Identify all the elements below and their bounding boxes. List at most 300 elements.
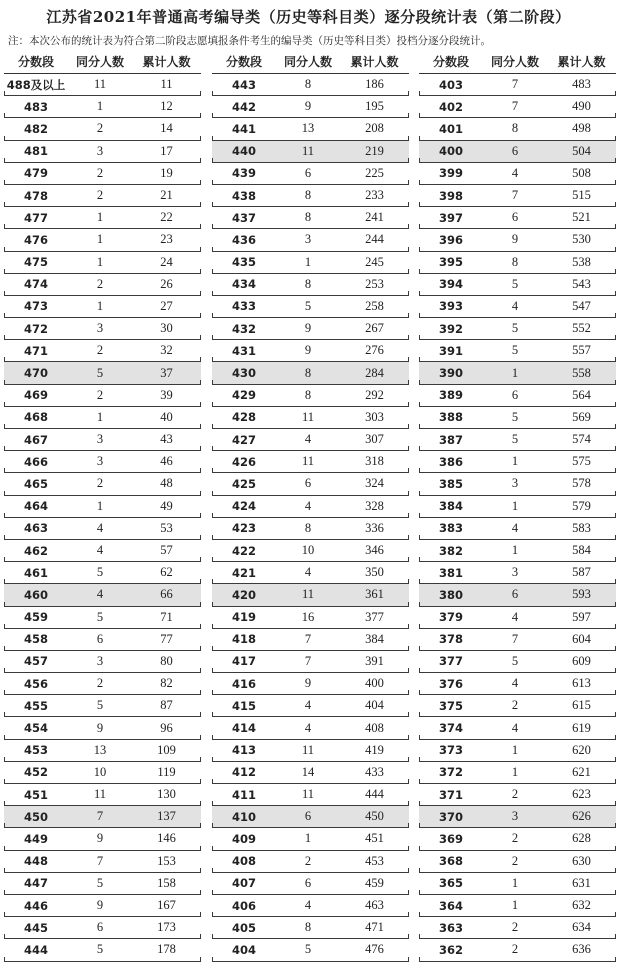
table-row bbox=[212, 562, 409, 584]
score-cell: 465 bbox=[23, 476, 48, 491]
cumulative-cell: 303 bbox=[365, 409, 384, 424]
table-row bbox=[212, 451, 409, 473]
table-row bbox=[212, 917, 409, 939]
count-cell: 4 bbox=[304, 432, 312, 447]
table-row bbox=[419, 185, 616, 207]
count-cell: 11 bbox=[301, 742, 315, 757]
table-header bbox=[4, 50, 201, 74]
count-cell: 7 bbox=[511, 631, 519, 646]
score-cell: 429 bbox=[231, 388, 256, 403]
count-cell: 3 bbox=[511, 809, 519, 824]
score-cell: 455 bbox=[23, 698, 48, 713]
cumulative-cell: 27 bbox=[160, 298, 173, 313]
table-row bbox=[212, 873, 409, 895]
count-cell: 2 bbox=[511, 942, 519, 957]
count-cell: 4 bbox=[304, 565, 312, 580]
cumulative-cell: 21 bbox=[160, 188, 173, 203]
score-cell: 374 bbox=[438, 721, 463, 736]
score-table bbox=[0, 50, 617, 957]
cumulative-cell: 419 bbox=[365, 742, 384, 757]
score-cell: 472 bbox=[23, 321, 48, 336]
cumulative-cell: 578 bbox=[572, 476, 591, 491]
cumulative-cell: 346 bbox=[365, 543, 384, 558]
table-row bbox=[212, 784, 409, 806]
count-cell: 2 bbox=[96, 276, 104, 291]
count-cell: 1 bbox=[511, 454, 519, 469]
cumulative-cell: 463 bbox=[365, 898, 384, 913]
score-cell: 404 bbox=[231, 942, 256, 957]
count-cell: 5 bbox=[96, 942, 104, 957]
count-cell: 1 bbox=[511, 365, 519, 380]
table-row bbox=[4, 318, 201, 340]
score-cell: 456 bbox=[23, 676, 48, 691]
table-row bbox=[419, 540, 616, 562]
cumulative-cell: 39 bbox=[160, 387, 173, 402]
table-row bbox=[212, 828, 409, 850]
table-row bbox=[212, 185, 409, 207]
cumulative-cell: 587 bbox=[572, 565, 591, 580]
score-cell: 413 bbox=[231, 743, 256, 758]
table-row bbox=[212, 740, 409, 762]
cumulative-cell: 109 bbox=[157, 742, 176, 757]
score-cell: 416 bbox=[231, 676, 256, 691]
table-row bbox=[212, 229, 409, 251]
count-cell: 11 bbox=[301, 454, 315, 469]
table-row bbox=[4, 74, 201, 96]
cumulative-cell: 476 bbox=[365, 942, 384, 957]
table-row bbox=[212, 540, 409, 562]
table-row bbox=[212, 673, 409, 695]
cumulative-cell: 569 bbox=[572, 409, 591, 424]
table-row bbox=[419, 695, 616, 717]
score-cell: 391 bbox=[438, 343, 463, 358]
cumulative-cell: 433 bbox=[365, 764, 384, 779]
table-row bbox=[419, 207, 616, 229]
table-row bbox=[419, 584, 616, 606]
score-cell: 384 bbox=[438, 499, 463, 514]
count-cell: 16 bbox=[301, 609, 315, 624]
cumulative-cell: 167 bbox=[157, 898, 176, 913]
score-cell: 415 bbox=[231, 698, 256, 713]
header-count: 同分人数 bbox=[283, 55, 332, 69]
score-cell: 419 bbox=[231, 610, 256, 625]
score-cell: 380 bbox=[438, 587, 463, 602]
score-cell: 464 bbox=[23, 499, 48, 514]
score-cell: 459 bbox=[23, 610, 48, 625]
table-row bbox=[419, 784, 616, 806]
count-cell: 4 bbox=[511, 720, 519, 735]
table-row bbox=[212, 806, 409, 828]
cumulative-cell: 37 bbox=[160, 365, 173, 380]
cumulative-cell: 46 bbox=[160, 454, 173, 469]
score-cell: 428 bbox=[231, 410, 256, 425]
score-cell: 454 bbox=[23, 721, 48, 736]
count-cell: 11 bbox=[301, 787, 315, 802]
score-cell: 423 bbox=[231, 521, 256, 536]
count-cell: 7 bbox=[96, 809, 104, 824]
score-cell: 474 bbox=[23, 277, 48, 292]
score-cell: 438 bbox=[231, 188, 256, 203]
table-row bbox=[4, 518, 201, 540]
table-row bbox=[4, 695, 201, 717]
table-row bbox=[4, 717, 201, 739]
score-cell: 442 bbox=[231, 99, 256, 114]
count-cell: 8 bbox=[304, 188, 312, 203]
count-cell: 3 bbox=[96, 454, 104, 469]
table-row bbox=[419, 629, 616, 651]
score-cell: 473 bbox=[23, 299, 48, 314]
count-cell: 2 bbox=[96, 387, 104, 402]
cumulative-cell: 82 bbox=[160, 676, 173, 691]
cumulative-cell: 17 bbox=[160, 143, 173, 158]
cumulative-cell: 208 bbox=[365, 121, 384, 136]
count-cell: 1 bbox=[96, 298, 104, 313]
table-row bbox=[212, 629, 409, 651]
count-cell: 11 bbox=[93, 787, 107, 802]
score-cell: 363 bbox=[438, 920, 463, 935]
table-row bbox=[4, 496, 201, 518]
score-cell: 420 bbox=[231, 587, 256, 602]
table-row bbox=[212, 362, 409, 384]
score-cell: 392 bbox=[438, 321, 463, 336]
count-cell: 3 bbox=[96, 653, 104, 668]
table-header bbox=[419, 50, 616, 74]
score-cell: 449 bbox=[23, 831, 48, 846]
score-cell: 447 bbox=[23, 876, 48, 891]
count-cell: 1 bbox=[304, 254, 312, 269]
table-row bbox=[212, 429, 409, 451]
score-cell: 395 bbox=[438, 255, 463, 270]
count-cell: 1 bbox=[511, 543, 519, 558]
count-cell: 1 bbox=[96, 409, 104, 424]
count-cell: 1 bbox=[511, 498, 519, 513]
cumulative-cell: 483 bbox=[572, 77, 591, 92]
cumulative-cell: 504 bbox=[572, 143, 591, 158]
score-cell: 475 bbox=[23, 255, 48, 270]
table-row bbox=[419, 895, 616, 917]
score-cell: 424 bbox=[231, 499, 256, 514]
cumulative-cell: 328 bbox=[365, 498, 384, 513]
count-cell: 2 bbox=[304, 853, 312, 868]
count-cell: 3 bbox=[304, 232, 312, 247]
cumulative-cell: 451 bbox=[365, 831, 384, 846]
count-cell: 8 bbox=[304, 387, 312, 402]
table-row bbox=[419, 607, 616, 629]
score-cell: 369 bbox=[438, 831, 463, 846]
count-cell: 14 bbox=[301, 764, 315, 779]
table-row bbox=[4, 163, 201, 185]
score-cell: 483 bbox=[23, 99, 48, 114]
cumulative-cell: 22 bbox=[160, 210, 173, 225]
count-cell: 1 bbox=[96, 210, 104, 225]
cumulative-cell: 77 bbox=[160, 631, 173, 646]
score-cell: 377 bbox=[438, 654, 463, 669]
count-cell: 6 bbox=[304, 165, 312, 180]
header-cumulative: 累计人数 bbox=[557, 55, 606, 69]
score-cell: 383 bbox=[438, 521, 463, 536]
score-cell: 470 bbox=[23, 366, 48, 381]
cumulative-cell: 43 bbox=[160, 432, 173, 447]
cumulative-cell: 350 bbox=[365, 565, 384, 580]
cumulative-cell: 307 bbox=[365, 432, 384, 447]
score-cell: 370 bbox=[438, 809, 463, 824]
cumulative-cell: 609 bbox=[572, 653, 591, 668]
header-count: 同分人数 bbox=[75, 55, 124, 69]
count-cell: 4 bbox=[511, 609, 519, 624]
cumulative-cell: 49 bbox=[160, 498, 173, 513]
count-cell: 7 bbox=[511, 77, 519, 92]
count-cell: 2 bbox=[96, 188, 104, 203]
count-cell: 7 bbox=[511, 99, 519, 114]
table-header bbox=[212, 50, 409, 74]
table-row bbox=[4, 429, 201, 451]
count-cell: 5 bbox=[511, 321, 519, 336]
cumulative-cell: 547 bbox=[572, 298, 591, 313]
score-cell: 479 bbox=[23, 166, 48, 181]
count-cell: 8 bbox=[304, 365, 312, 380]
count-cell: 1 bbox=[304, 831, 312, 846]
count-cell: 4 bbox=[511, 298, 519, 313]
count-cell: 1 bbox=[511, 742, 519, 757]
score-cell: 463 bbox=[23, 521, 48, 536]
table-row bbox=[212, 473, 409, 495]
score-cell: 403 bbox=[438, 77, 463, 92]
cumulative-cell: 137 bbox=[157, 809, 176, 824]
count-cell: 8 bbox=[304, 520, 312, 535]
count-cell: 2 bbox=[96, 476, 104, 491]
count-cell: 1 bbox=[96, 254, 104, 269]
count-cell: 4 bbox=[96, 520, 104, 535]
table-row bbox=[419, 340, 616, 362]
table-row bbox=[212, 141, 409, 163]
cumulative-cell: 62 bbox=[160, 565, 173, 580]
count-cell: 3 bbox=[96, 143, 104, 158]
table-row bbox=[212, 717, 409, 739]
table-row bbox=[4, 740, 201, 762]
count-cell: 7 bbox=[304, 653, 312, 668]
table-row bbox=[212, 96, 409, 118]
table-row bbox=[419, 562, 616, 584]
count-cell: 4 bbox=[304, 720, 312, 735]
score-cell: 422 bbox=[231, 543, 256, 558]
table-row bbox=[212, 496, 409, 518]
cumulative-cell: 530 bbox=[572, 232, 591, 247]
score-cell: 466 bbox=[23, 454, 48, 469]
score-cell: 427 bbox=[231, 432, 256, 447]
score-cell: 400 bbox=[438, 144, 463, 159]
table-row bbox=[4, 540, 201, 562]
cumulative-cell: 14 bbox=[160, 121, 173, 136]
score-cell: 444 bbox=[23, 942, 48, 957]
score-cell: 452 bbox=[23, 765, 48, 780]
table-row bbox=[212, 607, 409, 629]
cumulative-cell: 630 bbox=[572, 853, 591, 868]
cumulative-cell: 219 bbox=[365, 143, 384, 158]
score-cell: 410 bbox=[231, 809, 256, 824]
count-cell: 4 bbox=[511, 520, 519, 535]
table-row bbox=[212, 296, 409, 318]
cumulative-cell: 593 bbox=[572, 587, 591, 602]
count-cell: 5 bbox=[304, 942, 312, 957]
count-cell: 4 bbox=[304, 898, 312, 913]
table-row bbox=[419, 673, 616, 695]
cumulative-cell: 233 bbox=[365, 188, 384, 203]
table-row bbox=[419, 385, 616, 407]
score-cell: 430 bbox=[231, 366, 256, 381]
count-cell: 5 bbox=[511, 276, 519, 291]
cumulative-cell: 508 bbox=[572, 165, 591, 180]
cumulative-cell: 19 bbox=[160, 165, 173, 180]
cumulative-cell: 628 bbox=[572, 831, 591, 846]
score-cell: 450 bbox=[23, 809, 48, 824]
table-row bbox=[419, 917, 616, 939]
score-cell: 417 bbox=[231, 654, 256, 669]
cumulative-cell: 574 bbox=[572, 432, 591, 447]
count-cell: 5 bbox=[511, 409, 519, 424]
page-title: 江苏省2021年普通高考编导类（历史等科目类）逐分段统计表（第二阶段） bbox=[46, 8, 571, 26]
table-row bbox=[4, 607, 201, 629]
table-row bbox=[212, 74, 409, 96]
table-row bbox=[419, 229, 616, 251]
cumulative-cell: 48 bbox=[160, 476, 173, 491]
score-cell: 488及以上 bbox=[6, 77, 66, 92]
cumulative-cell: 538 bbox=[572, 254, 591, 269]
table-row bbox=[212, 274, 409, 296]
count-cell: 3 bbox=[511, 565, 519, 580]
cumulative-cell: 634 bbox=[572, 920, 591, 935]
count-cell: 6 bbox=[511, 143, 519, 158]
cumulative-cell: 158 bbox=[157, 875, 176, 890]
header-score: 分数段 bbox=[17, 55, 54, 69]
count-cell: 6 bbox=[96, 920, 104, 935]
cumulative-cell: 244 bbox=[365, 232, 384, 247]
score-cell: 457 bbox=[23, 654, 48, 669]
count-cell: 7 bbox=[304, 631, 312, 646]
table-row bbox=[4, 762, 201, 784]
cumulative-cell: 459 bbox=[365, 875, 384, 890]
score-cell: 393 bbox=[438, 299, 463, 314]
table-row bbox=[212, 762, 409, 784]
cumulative-cell: 173 bbox=[157, 920, 176, 935]
cumulative-cell: 11 bbox=[160, 77, 173, 92]
cumulative-cell: 26 bbox=[160, 276, 173, 291]
score-cell: 434 bbox=[231, 277, 256, 292]
table-row bbox=[4, 296, 201, 318]
score-cell: 425 bbox=[231, 476, 256, 491]
table-row bbox=[212, 252, 409, 274]
score-cell: 426 bbox=[231, 454, 256, 469]
cumulative-cell: 471 bbox=[365, 920, 384, 935]
table-row bbox=[419, 518, 616, 540]
score-cell: 468 bbox=[23, 410, 48, 425]
count-cell: 1 bbox=[96, 232, 104, 247]
cumulative-cell: 408 bbox=[365, 720, 384, 735]
count-cell: 1 bbox=[511, 764, 519, 779]
count-cell: 3 bbox=[96, 432, 104, 447]
cumulative-cell: 12 bbox=[160, 99, 173, 114]
table-row bbox=[212, 163, 409, 185]
score-cell: 437 bbox=[231, 210, 256, 225]
table-row bbox=[419, 274, 616, 296]
table-row bbox=[419, 939, 616, 961]
cumulative-cell: 324 bbox=[365, 476, 384, 491]
score-cell: 405 bbox=[231, 920, 256, 935]
table-row bbox=[4, 96, 201, 118]
table-row bbox=[4, 340, 201, 362]
score-cell: 376 bbox=[438, 676, 463, 691]
score-cell: 389 bbox=[438, 388, 463, 403]
cumulative-cell: 444 bbox=[365, 787, 384, 802]
score-cell: 436 bbox=[231, 232, 256, 247]
score-cell: 432 bbox=[231, 321, 256, 336]
score-cell: 408 bbox=[231, 854, 256, 869]
table-row bbox=[212, 207, 409, 229]
cumulative-cell: 400 bbox=[365, 676, 384, 691]
count-cell: 1 bbox=[96, 99, 104, 114]
cumulative-cell: 583 bbox=[572, 520, 591, 535]
score-cell: 394 bbox=[438, 277, 463, 292]
cumulative-cell: 336 bbox=[365, 520, 384, 535]
score-cell: 477 bbox=[23, 210, 48, 225]
cumulative-cell: 195 bbox=[365, 99, 384, 114]
table-row bbox=[419, 163, 616, 185]
count-cell: 13 bbox=[301, 121, 315, 136]
table-row bbox=[212, 695, 409, 717]
cumulative-cell: 30 bbox=[160, 321, 173, 336]
cumulative-cell: 253 bbox=[365, 276, 384, 291]
score-cell: 411 bbox=[231, 787, 256, 802]
count-cell: 11 bbox=[301, 587, 315, 602]
header-cumulative: 累计人数 bbox=[142, 55, 191, 69]
score-cell: 451 bbox=[23, 787, 48, 802]
cumulative-cell: 558 bbox=[572, 365, 591, 380]
score-cell: 373 bbox=[438, 743, 463, 758]
cumulative-cell: 604 bbox=[572, 631, 591, 646]
cumulative-cell: 579 bbox=[572, 498, 591, 513]
score-cell: 421 bbox=[231, 565, 256, 580]
count-cell: 2 bbox=[96, 121, 104, 136]
count-cell: 9 bbox=[304, 343, 312, 358]
count-cell: 6 bbox=[511, 587, 519, 602]
table-row bbox=[419, 407, 616, 429]
count-cell: 5 bbox=[96, 365, 104, 380]
note-text: 注：本次公布的统计表为符合第二阶段志愿填报条件考生的编导类（历史等科目类）投档分逐分段统计。 bbox=[8, 35, 491, 47]
cumulative-cell: 186 bbox=[365, 77, 384, 92]
count-cell: 9 bbox=[96, 831, 104, 846]
table-row bbox=[4, 895, 201, 917]
table-row bbox=[4, 229, 201, 251]
score-cell: 482 bbox=[23, 121, 48, 136]
score-cell: 388 bbox=[438, 410, 463, 425]
count-cell: 9 bbox=[304, 99, 312, 114]
table-row bbox=[212, 118, 409, 140]
score-cell: 467 bbox=[23, 432, 48, 447]
count-cell: 5 bbox=[304, 298, 312, 313]
count-cell: 9 bbox=[304, 321, 312, 336]
cumulative-cell: 241 bbox=[365, 210, 384, 225]
cumulative-cell: 621 bbox=[572, 764, 591, 779]
count-cell: 6 bbox=[511, 387, 519, 402]
cumulative-cell: 57 bbox=[160, 543, 173, 558]
cumulative-cell: 23 bbox=[160, 232, 173, 247]
cumulative-cell: 32 bbox=[160, 343, 173, 358]
cumulative-cell: 564 bbox=[572, 387, 591, 402]
count-cell: 6 bbox=[304, 875, 312, 890]
table-row bbox=[419, 362, 616, 384]
score-cell: 401 bbox=[438, 121, 463, 136]
cumulative-cell: 631 bbox=[572, 875, 591, 890]
table-row bbox=[419, 873, 616, 895]
